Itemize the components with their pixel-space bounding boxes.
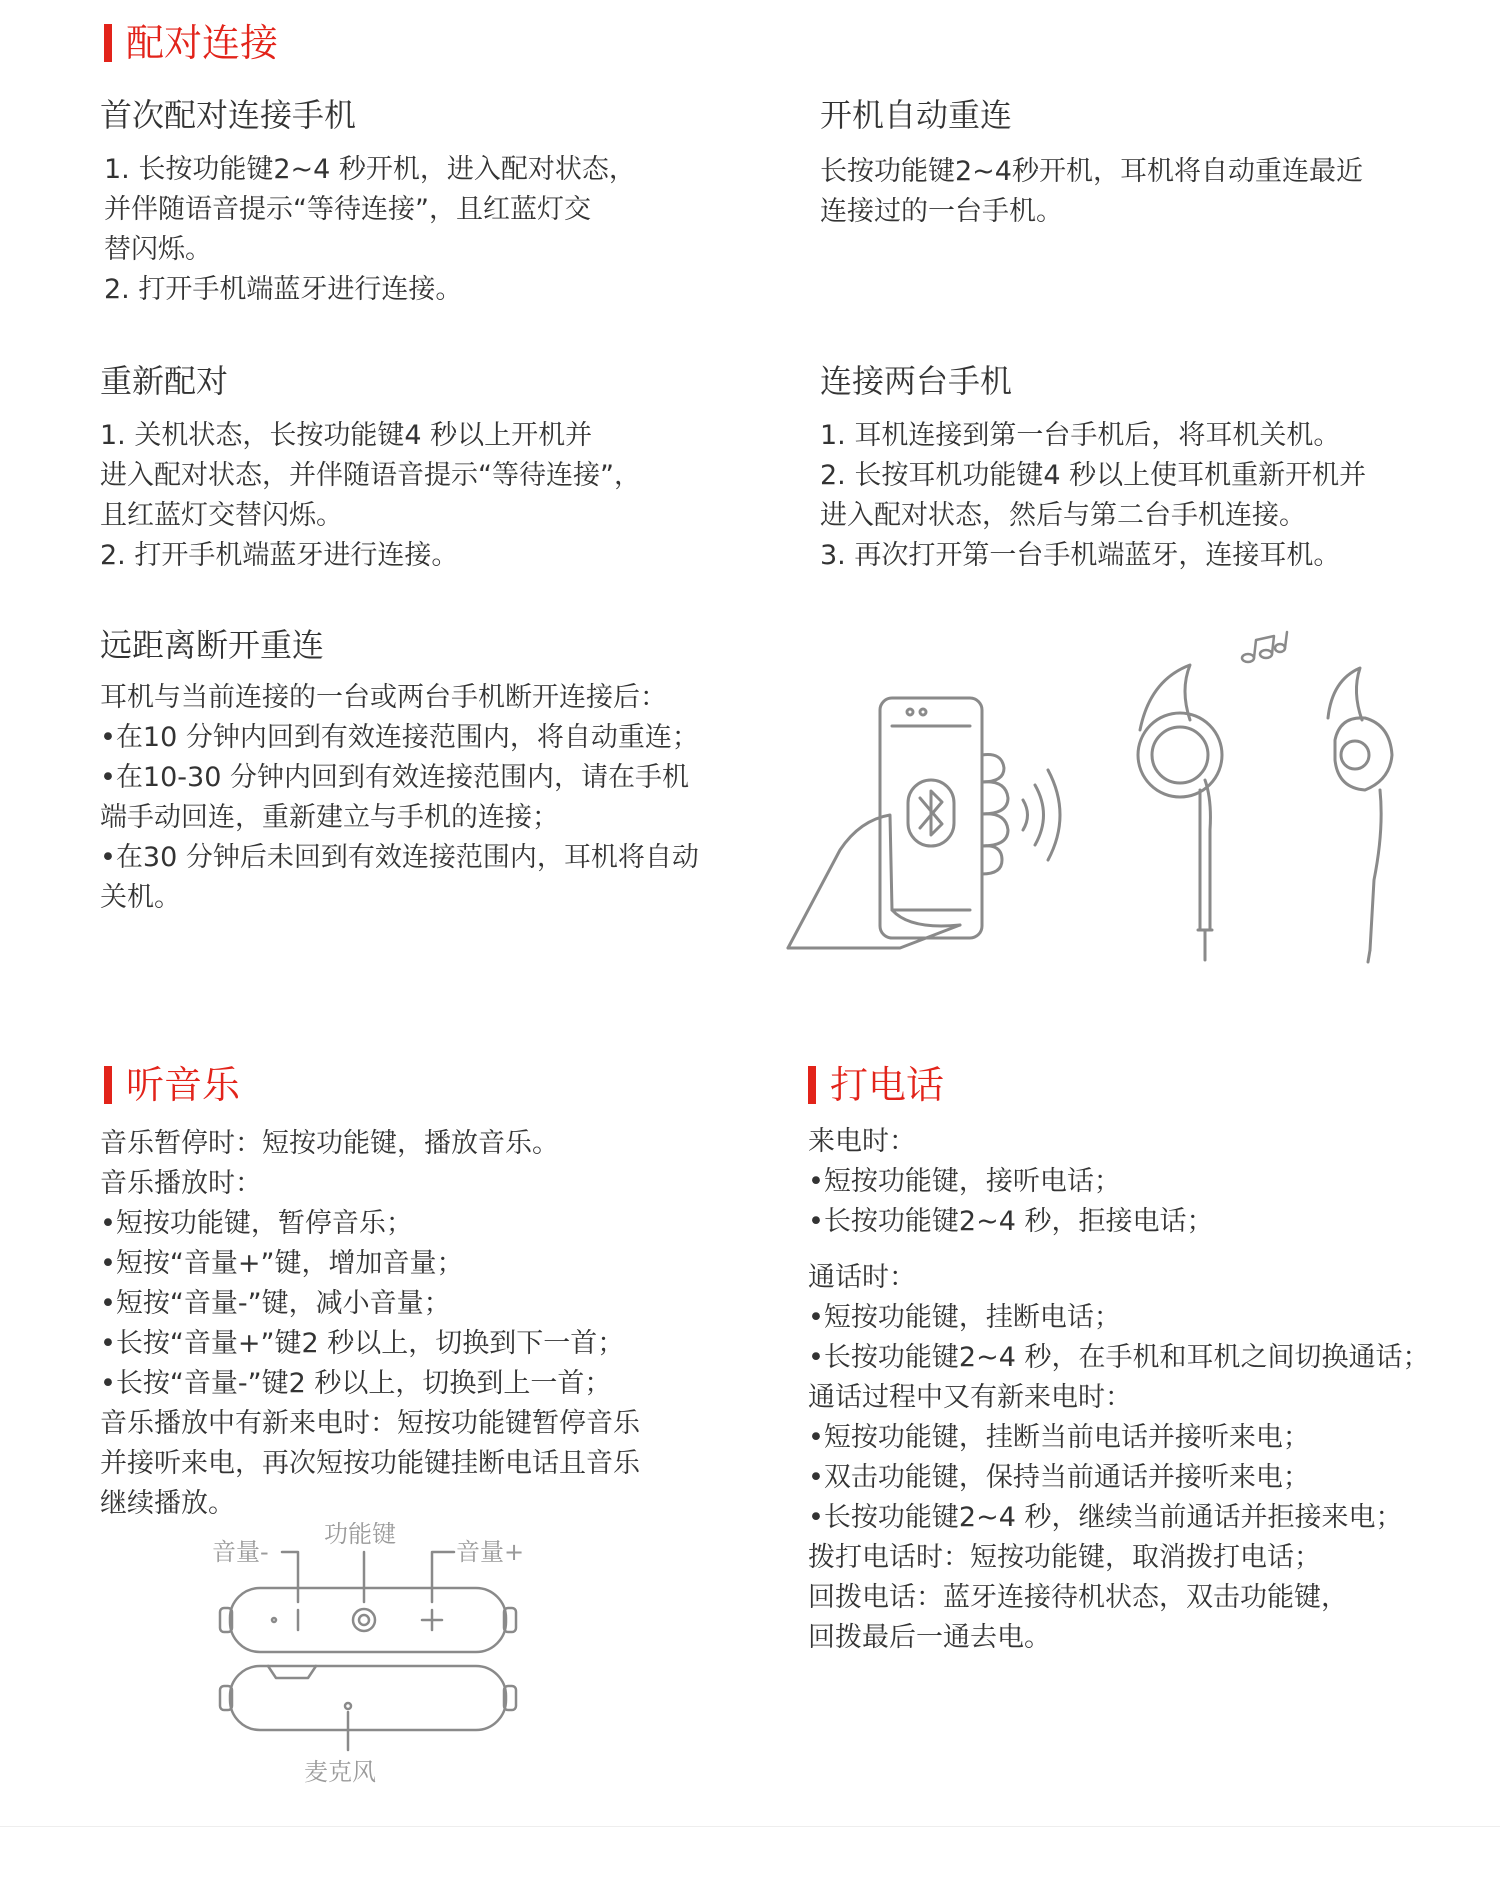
text-line: 继续播放。 (100, 1488, 235, 1519)
section-title-pairing (104, 21, 279, 65)
text-line: 2. 打开手机端蓝牙进行连接。 (100, 540, 459, 571)
indicator-dot (272, 1618, 276, 1622)
text-line: 拨打电话时：短按功能键，取消拨打电话； (808, 1542, 1321, 1573)
text-line: 音乐播放中有新来电时：短按功能键暂停音乐 (100, 1408, 640, 1439)
text-line: •长按功能键2~4 秒，在手机和耳机之间切换通话； (808, 1342, 1430, 1373)
text-line: 耳机与当前连接的一台或两台手机断开连接后： (100, 682, 667, 713)
title-accent-bar (104, 24, 112, 62)
finger (982, 782, 1008, 814)
section-title-text: 听音乐 (126, 1063, 241, 1107)
text-line: •短按“音量-”键，减小音量； (100, 1288, 451, 1319)
bluetooth-icon (908, 780, 954, 846)
text-line: 且红蓝灯交替闪烁。 (100, 500, 343, 531)
volume-plus-button (422, 1610, 442, 1630)
text-line: 来电时： (808, 1126, 916, 1157)
finger (982, 846, 1002, 874)
section-title-music (104, 1063, 241, 1107)
microphone-hole (345, 1703, 351, 1709)
text-line: •短按“音量+”键，增加音量； (100, 1248, 464, 1279)
text-line: 回拨电话：蓝牙连接待机状态，双击功能键， (808, 1582, 1348, 1613)
music-notes-icon (1242, 632, 1287, 662)
text-line: 并接听来电，再次短按功能键挂断电话且音乐 (100, 1448, 640, 1479)
text-line: •短按功能键，挂断电话； (808, 1302, 1121, 1333)
text-line: 回拨最后一通去电。 (808, 1622, 1051, 1653)
section-title-text: 打电话 (830, 1063, 945, 1107)
auto-reconnect-text (820, 152, 1363, 232)
text-line: 3. 再次打开第一台手机端蓝牙，连接耳机。 (820, 540, 1341, 571)
text-line: •在30 分钟后未回到有效连接范围内，耳机将自动 (100, 842, 699, 873)
music-text (100, 1124, 640, 1524)
label-function-key: 功能键 (324, 1522, 396, 1548)
text-line: •长按功能键2~4 秒，拒接电话； (808, 1206, 1214, 1237)
call-incoming-text (808, 1122, 1430, 1658)
subtitle-auto-reconnect: 开机自动重连 (820, 96, 1013, 134)
text-line: 音乐播放时： (100, 1168, 262, 1199)
hand-outline (788, 815, 960, 948)
label-volume-plus: 音量+ (456, 1538, 525, 1566)
text-line: •双击功能键，保持当前通话并接听来电； (808, 1462, 1310, 1493)
text-line: •短按功能键，暂停音乐； (100, 1208, 413, 1239)
section-title-text: 配对连接 (126, 21, 279, 65)
finger (982, 814, 1008, 846)
text-line: 通话时： (808, 1262, 916, 1293)
pairing-illustration (780, 630, 1430, 970)
text-line: 通话过程中又有新来电时： (808, 1382, 1132, 1413)
text-line: 并伴随语音提示“等待连接”，且红蓝灯交 (104, 194, 591, 225)
text-line: 1. 耳机连接到第一台手机后，将耳机关机。 (820, 420, 1341, 451)
text-line: 2. 打开手机端蓝牙进行连接。 (104, 274, 463, 305)
first-pair-text (104, 150, 636, 310)
text-line: 替闪烁。 (104, 234, 212, 265)
text-line: 长按功能键2~4秒开机，耳机将自动重连最近 (820, 156, 1363, 187)
control-module-bottom (230, 1666, 506, 1730)
phone-sensor (920, 709, 926, 715)
function-button-inner (359, 1615, 369, 1625)
leader-line (282, 1552, 298, 1602)
clip-notch (268, 1666, 316, 1678)
subtitle-repair: 重新配对 (100, 362, 229, 400)
text-line: •长按“音量-”键2 秒以上，切换到上一首； (100, 1368, 612, 1399)
label-volume-minus: 音量- (212, 1538, 269, 1566)
title-accent-bar (808, 1066, 816, 1104)
text-line: 关机。 (100, 882, 181, 913)
function-button (353, 1609, 375, 1631)
text-line: 1. 关机状态，长按功能键4 秒以上开机并 (100, 420, 593, 451)
far-reconnect-text (100, 678, 699, 918)
subtitle-first-pair: 首次配对连接手机 (100, 96, 357, 134)
repair-text (100, 416, 641, 576)
text-line: 音乐暂停时：短按功能键，播放音乐。 (100, 1128, 559, 1159)
earphone-right (1328, 668, 1392, 962)
text-line: 进入配对状态，并伴随语音提示“等待连接”， (100, 460, 641, 491)
two-phones-text (820, 416, 1366, 576)
text-line: •在10-30 分钟内回到有效连接范围内，请在手机 (100, 762, 689, 793)
section-title-call (808, 1063, 945, 1107)
text-line: 2. 长按耳机功能键4 秒以上使耳机重新开机并 (820, 460, 1367, 491)
text-line: •短按功能键，挂断当前电话并接听来电； (808, 1422, 1310, 1453)
earphone-left (1138, 665, 1222, 960)
text-line: •长按功能键2~4 秒，继续当前通话并拒接来电； (808, 1502, 1403, 1533)
text-line: 1. 长按功能键2~4 秒开机，进入配对状态， (104, 154, 636, 185)
text-line: •长按“音量+”键2 秒以上，切换到下一首； (100, 1328, 625, 1359)
text-line: •在10 分钟内回到有效连接范围内，将自动重连； (100, 722, 699, 753)
label-microphone: 麦克风 (304, 1758, 376, 1786)
text-line: 端手动回连，重新建立与手机的连接； (100, 802, 559, 833)
subtitle-far-reconnect: 远距离断开重连 (100, 626, 325, 664)
control-diagram (200, 1522, 560, 1792)
sound-wave-icon (1023, 770, 1060, 860)
text-line: 连接过的一台手机。 (820, 196, 1063, 227)
text-line: 进入配对状态，然后与第二台手机连接。 (820, 500, 1306, 531)
title-accent-bar (104, 1066, 112, 1104)
leader-line (432, 1552, 454, 1602)
phone-camera (907, 709, 913, 715)
finger (982, 755, 1004, 782)
subtitle-two-phones: 连接两台手机 (820, 362, 1013, 400)
text-line: •短按功能键，接听电话； (808, 1166, 1121, 1197)
page-bottom-divider (0, 1826, 1500, 1827)
